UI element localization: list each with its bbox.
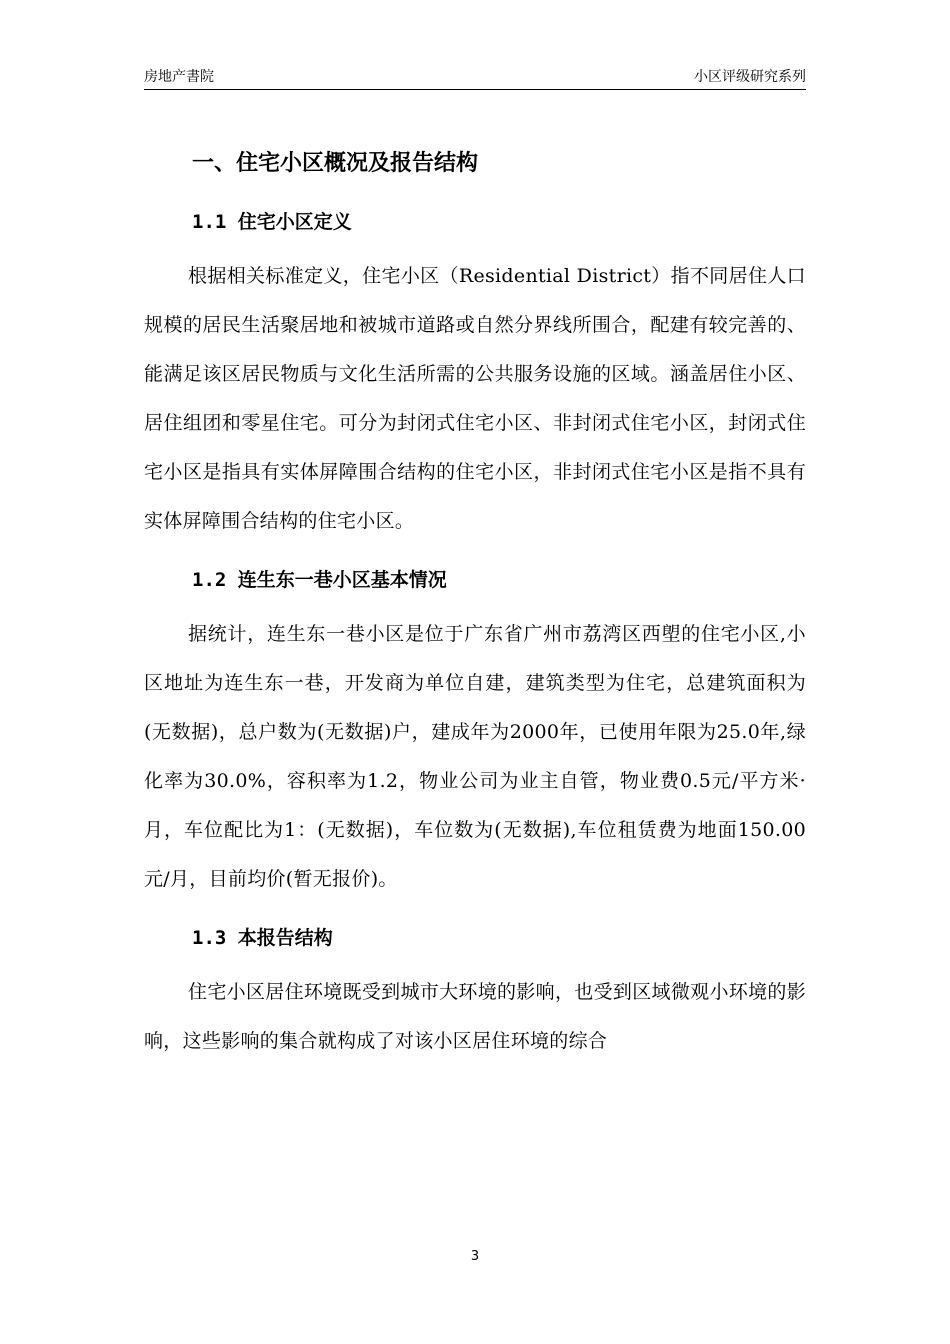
subsection-heading-1-1: 1.1 住宅小区定义 [192,211,352,233]
header-divider [144,89,806,90]
section-title: 一、住宅小区概况及报告结构 [192,151,479,176]
header-publisher: 房地产書院 [144,69,214,85]
header-series-title: 小区评级研究系列 [694,69,806,85]
subsection-heading-1-3: 1.3 本报告结构 [192,927,333,949]
paragraph-definition: 根据相关标准定义，住宅小区（Residential District）指不同居住人口规模的居民生活聚居地和被城市道路或自然分界线所围合，配建有较完善的、能满足该区居民物质与文化生活所需的公共服务设施的区域。涵盖居住小区、居住组团和零星住宅。可分为封闭式住宅小区、非封闭式住宅小区，封闭式住宅小区是指具有实体屏障围合结构的住宅小区，非封闭式住宅小区是指不具有实体屏障围合结构的住宅小区。 [144,265,806,532]
subsection-heading-1-2: 1.2 连生东一巷小区基本情况 [192,569,447,591]
page-body [144,140,806,1066]
page-header [144,66,806,88]
paragraph-basic-info: 据统计，连生东一巷小区是位于广东省广州市荔湾区西塱的住宅小区,小区地址为连生东一巷，开发商为单位自建，建筑类型为住宅，总建筑面积为(无数据)，总户数为(无数据)户，建成年为2000年，已使用年限为25.0年,绿化率为30.0%，容积率为1.2，物业公司为业主自管，物业费0.5元/平方米·月，车位配比为1：(无数据)，车位数为(无数据),车位租赁费为地面150.00元/月，目前均价(暂无报价)。 [144,623,806,890]
paragraph-report-structure: 住宅小区居住环境既受到城市大环境的影响，也受到区域微观小环境的影响，这些影响的集合就构成了对该小区居住环境的综合 [144,981,806,1052]
page-number: 3 [470,1249,480,1264]
